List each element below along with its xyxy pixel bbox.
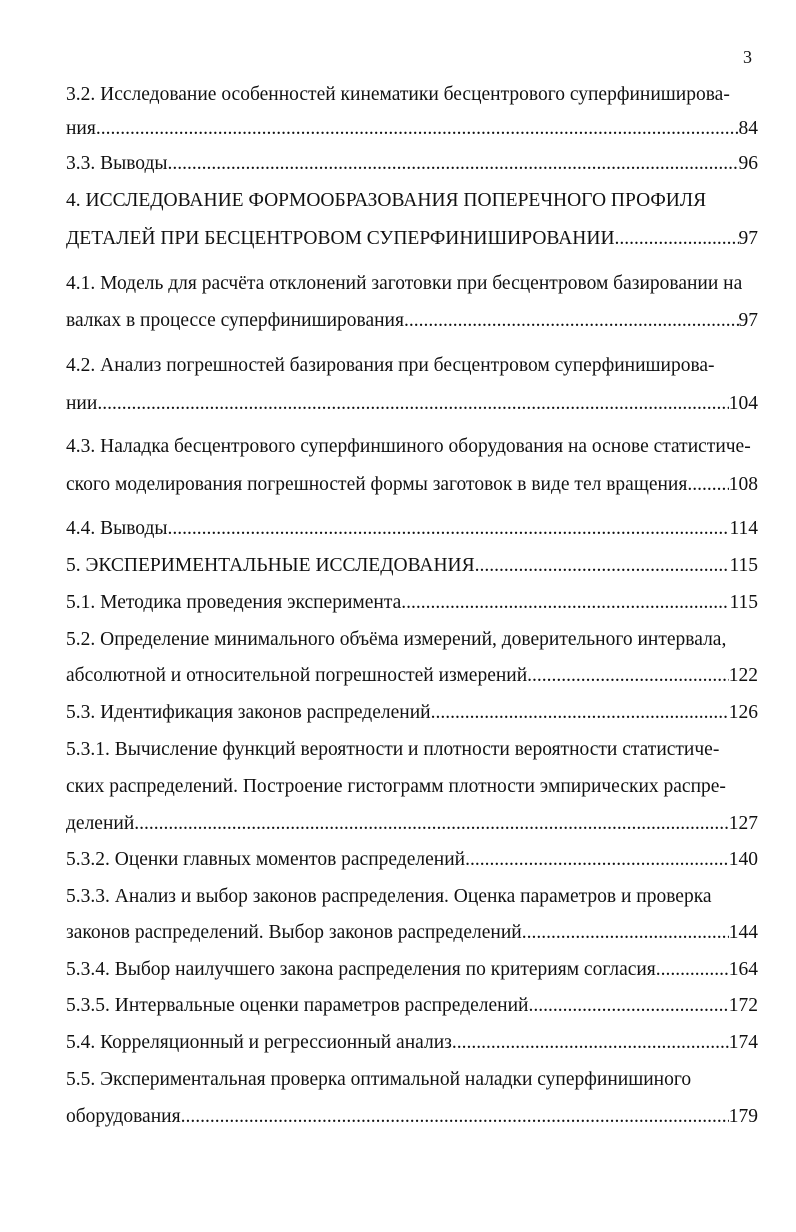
toc-label: 5.3.2. Оценки главных моментов распределений [66, 849, 466, 870]
toc-entry-5-3-1-line1: 5.3.1. Вычисление функций вероятности и плотности вероятности статистиче- [66, 739, 720, 760]
toc-entry-4-2 [66, 391, 758, 417]
toc-label: абсолютной и относительной погрешностей измерений [66, 665, 528, 686]
toc-entry-5-3-5 [66, 993, 758, 1019]
toc-label: 5.1. Методика проведения эксперимента [66, 592, 402, 613]
toc-page: 96 [738, 153, 758, 174]
toc-label: делений [66, 813, 135, 834]
leader-dots [527, 663, 729, 689]
toc-entry-5-3-1 [66, 811, 758, 837]
leader-dots [181, 1104, 729, 1130]
toc-label: 5.3.5. Интервальные оценки параметров распределений [66, 995, 529, 1016]
toc-entry-3-2-line1: 3.2. Исследование особенностей кинематики бесцентрового суперфиниширова- [66, 84, 730, 105]
toc-entry-5-3 [66, 700, 758, 726]
leader-dots [522, 920, 729, 946]
toc-entry-5-3-3-line1: 5.3.3. Анализ и выбор законов распределения. Оценка параметров и проверка [66, 886, 712, 907]
leader-dots [96, 116, 739, 142]
leader-dots [431, 700, 729, 726]
toc-entry-5-1 [66, 590, 758, 616]
toc-entry-5-3-2 [66, 847, 758, 873]
toc-page: 140 [728, 849, 758, 870]
leader-dots [528, 993, 728, 1019]
toc-entry-3-2 [66, 116, 758, 142]
toc-page: 115 [729, 555, 758, 576]
toc-label: 5.4. Корреляционный и регрессионный анализ [66, 1032, 452, 1053]
leader-dots [401, 590, 729, 616]
toc-entry-5-3-1-line2: ских распределений. Построение гистограмм плотности эмпирических распре- [66, 776, 726, 797]
toc-page: 172 [728, 995, 758, 1016]
toc-page: 179 [728, 1106, 758, 1127]
toc-entry-5-3-3 [66, 920, 758, 946]
leader-dots [168, 516, 730, 542]
leader-dots [687, 472, 728, 498]
toc-entry-5-5 [66, 1104, 758, 1130]
toc-entry-5-4 [66, 1030, 758, 1056]
leader-dots [168, 151, 739, 177]
toc-entry-5 [66, 553, 758, 579]
leader-dots [452, 1030, 729, 1056]
toc-page: 115 [729, 592, 758, 613]
toc-label: 5. ЭКСПЕРИМЕНТАЛЬНЫЕ ИССЛЕДОВАНИЯ [66, 555, 475, 576]
page-number: 3 [743, 47, 752, 67]
toc-page: 127 [728, 813, 758, 834]
toc-entry-5-2 [66, 663, 758, 689]
toc-page: 97 [738, 310, 758, 331]
leader-dots [475, 553, 730, 579]
leader-dots [615, 226, 739, 252]
toc-page: 126 [728, 702, 758, 723]
leader-dots [656, 957, 729, 983]
toc-entry-3-3 [66, 151, 758, 177]
toc-page: 122 [728, 665, 758, 686]
toc-label: 5.3. Идентификация законов распределений [66, 702, 431, 723]
toc-entry-4-line1: 4. ИССЛЕДОВАНИЕ ФОРМООБРАЗОВАНИЯ ПОПЕРЕЧНОГО ПРОФИЛЯ [66, 190, 707, 211]
toc-page: 84 [738, 118, 758, 139]
toc-page: 174 [728, 1032, 758, 1053]
toc-label: оборудования [66, 1106, 181, 1127]
toc-label: 5.3.4. Выбор наилучшего закона распределения по критериям согласия [66, 959, 656, 980]
leader-dots [404, 308, 739, 334]
toc-page: 104 [728, 393, 758, 414]
toc-entry-4-3-line1: 4.3. Наладка бесцентрового суперфиншиного оборудования на основе статистиче- [66, 436, 751, 457]
toc-page: 97 [738, 228, 758, 249]
toc-page: 108 [728, 474, 758, 495]
toc-entry-4-3 [66, 472, 758, 498]
leader-dots [134, 811, 728, 837]
toc-entry-5-3-4 [66, 957, 758, 983]
toc-entry-4-4 [66, 516, 758, 542]
leader-dots [97, 391, 728, 417]
toc-label: нии [66, 393, 98, 414]
toc-label: законов распределений. Выбор законов распределений [66, 922, 522, 943]
toc-label: валках в процессе суперфиниширования [66, 310, 404, 331]
toc-page: 144 [728, 922, 758, 943]
toc-page: 164 [728, 959, 758, 980]
leader-dots [465, 847, 729, 873]
toc-label: ДЕТАЛЕЙ ПРИ БЕСЦЕНТРОВОМ СУПЕРФИНИШИРОВАНИИ [66, 228, 615, 249]
toc-entry-5-2-line1: 5.2. Определение минимального объёма измерений, доверительного интервала, [66, 629, 727, 650]
toc-entry-4-1-line1: 4.1. Модель для расчёта отклонений заготовки при бесцентровом базировании на [66, 273, 743, 294]
toc-entry-4-2-line1: 4.2. Анализ погрешностей базирования при бесцентровом суперфиниширова- [66, 355, 715, 376]
toc-page: 114 [729, 518, 758, 539]
toc-label: 4.4. Выводы [66, 518, 168, 539]
toc-label: ского моделирования погрешностей формы заготовок в виде тел вращения [66, 474, 688, 495]
toc-entry-5-5-line1: 5.5. Экспериментальная проверка оптимальной наладки суперфинишиного [66, 1069, 692, 1090]
toc-label: ния [66, 118, 96, 139]
toc-entry-4 [66, 226, 758, 252]
toc-entry-4-1 [66, 308, 758, 334]
toc-label: 3.3. Выводы [66, 153, 168, 174]
